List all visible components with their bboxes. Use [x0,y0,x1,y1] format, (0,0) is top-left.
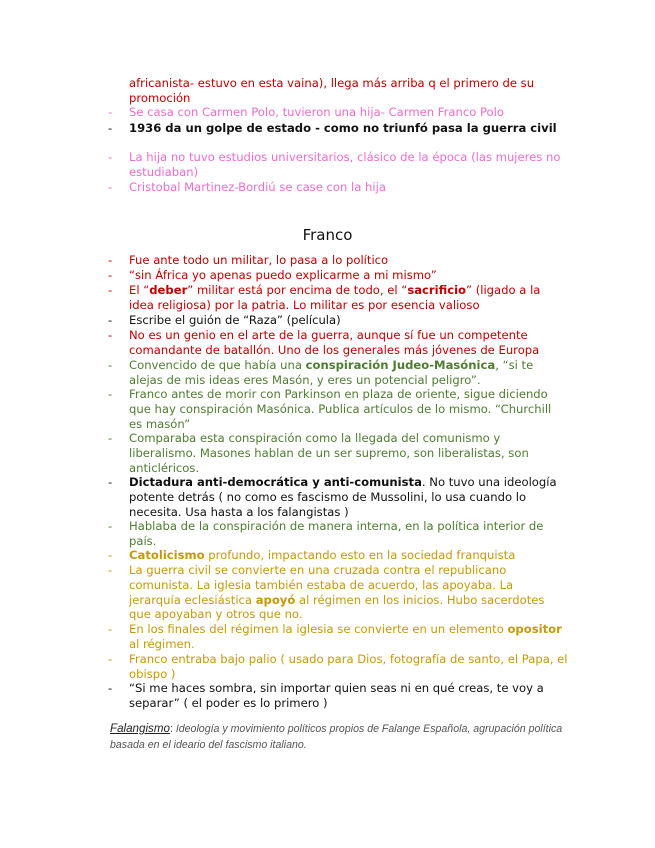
list-item [108,387,568,431]
text-run: “Si me haces sombra, sin importar quien seas ni en qué creas, te voy a separar” ( el poder es lo primero ) [129,681,544,710]
bullet-dash: - [108,519,113,533]
text-run: al régimen en los inicios. Hubo sacerdotes que apoyaban y otros que no. [129,592,545,622]
bullet-text [129,622,568,652]
bullet-text [129,563,568,622]
bullet-text [129,268,568,283]
bullet-text [129,548,568,563]
text-run: . No tuvo una ideología potente detrás ( no como es fascismo de Mussolini, lo usa cuando lo necesita. Usa hasta a los falangistas ) [129,475,557,519]
continuation-line: africanista- estuvo en esta vaina), llega más arriba q el primero de su promoción [129,76,535,105]
bold-phrase: Dictadura anti-democrática y anti-comunista [129,475,422,489]
list-item [108,563,568,622]
text-run: Comparaba esta conspiración como la llegada del comunismo y liberalismo. Masones hablan de un ser supremo, son liberalistas, son anticléricos. [129,431,529,475]
bullet-dash: - [108,121,113,135]
list-item [108,358,568,388]
bullet-dash: - [108,283,113,297]
bullet-dash: - [108,652,113,666]
text-run: “sin África yo apenas puedo explicarme a mi mismo” [129,268,437,282]
list-item [108,253,568,268]
bold-phrase: deber [149,283,188,297]
bullet-dash: - [108,681,113,695]
list-item [108,548,568,563]
text-run: Escribe el guión de “Raza” (película) [129,313,341,327]
bullet-text [129,283,568,313]
continuation-text [129,76,569,106]
bold-phrase: Catolicismo [129,548,205,562]
bullet-text [129,652,568,682]
text-run: El “ [129,283,150,297]
list-item [108,283,568,313]
text-run: La guerra civil se convierte en una cruzada contra el republicano comunista. La iglesia también estaba de acuerdo, las apoyaba. La jerarquía eclesiástica [129,563,514,607]
bullet-dash: - [108,387,113,401]
list-item [108,431,568,475]
text-run: profundo, impactando esto en la sociedad franquista [204,548,516,562]
text-run: Convencido de que había una [129,358,306,372]
bullet-text [129,313,568,328]
bullet-text [129,328,568,358]
bold-phrase: opositor [507,622,562,636]
text-run: La hija no tuvo estudios universitarios, clásico de la época (las mujeres no estudiaban) [129,150,561,179]
bold-phrase: sacrificio [407,283,467,297]
list-item [108,268,568,283]
bullet-dash: - [108,253,113,267]
text-run: , “si te alejas de mis ideas eres Masón, y eres un potencial peligro”. [129,358,534,387]
bullet-text [129,105,568,120]
list-item [108,475,568,519]
text-run: Franco entraba bajo palio ( usado para Dios, fotografía de santo, el Papa, el obispo ) [129,652,568,681]
list-item [108,652,568,682]
bullet-dash: - [108,563,113,577]
text-run: ” militar está por encima de todo, el “ [187,283,408,297]
text-run: Fue ante todo un militar, lo pasa a lo político [129,253,389,267]
bullet-dash: - [108,548,113,562]
text-run: Cristobal Martinez-Bordiú se case con la hija [129,180,386,194]
bold-phrase: 1936 da un golpe de estado - como no triunfó pasa la guerra civil [129,121,557,135]
bullet-dash: - [108,105,113,119]
bullet-text [129,387,568,431]
bullet-dash: - [108,431,113,445]
definition-block [110,721,565,753]
text-run: al régimen. [129,636,195,651]
bold-phrase: conspiración Judeo-Masónica [305,358,496,372]
definition-separator: : [169,723,176,735]
bullet-dash: - [108,328,113,342]
list-item [108,180,568,195]
bullet-dash: - [108,358,113,372]
list-item [108,121,568,136]
list-item [108,519,568,549]
bullet-text [129,475,568,519]
list-item [108,328,568,358]
bullet-text [129,358,568,388]
section-title: Franco [302,226,353,244]
bullet-text [129,253,568,268]
text-run: Se casa con Carmen Polo, tuvieron una hija- Carmen Franco Polo [129,105,504,119]
bullet-text [129,681,568,711]
list-item [108,105,568,120]
list-item [108,150,568,180]
text-run: Hablaba de la conspiración de manera interna, en la política interior de país. [129,519,544,548]
bold-phrase: apoyó [255,592,296,607]
bullet-dash: - [108,622,113,636]
bullet-text [129,121,568,136]
text-run: No es un genio en el arte de la guerra, aunque sí fue un competente comandante de batallón. Uno de los generales más jóvenes de Europa [129,328,540,357]
bullet-dash: - [108,150,113,164]
definition-text: Ideología y movimiento políticos propios de Falange Española, agrupación política basada en el ideario del fascismo italiano. [110,723,563,751]
text-run: ” (ligado a la idea religiosa) por la patria. Lo militar es por esencia valioso [129,283,541,312]
list-item [108,681,568,711]
text-run: En los finales del régimen la iglesia se convierte en un elemento [129,622,508,636]
bullet-text [129,180,568,195]
list-item [108,313,568,328]
bullet-dash: - [108,268,113,282]
list-item [108,622,568,652]
text-run: Franco antes de morir con Parkinson en plaza de oriente, sigue diciendo que hay conspiración Masónica. Publica artículos de lo mismo. “Churchill es masón” [129,387,552,431]
bullet-text [129,150,568,180]
definition-term: Falangismo [110,722,170,735]
bullet-dash: - [108,180,113,194]
bullet-dash: - [108,475,113,489]
bullet-text [129,431,568,475]
bullet-text [129,519,568,549]
bullet-dash: - [108,313,113,327]
